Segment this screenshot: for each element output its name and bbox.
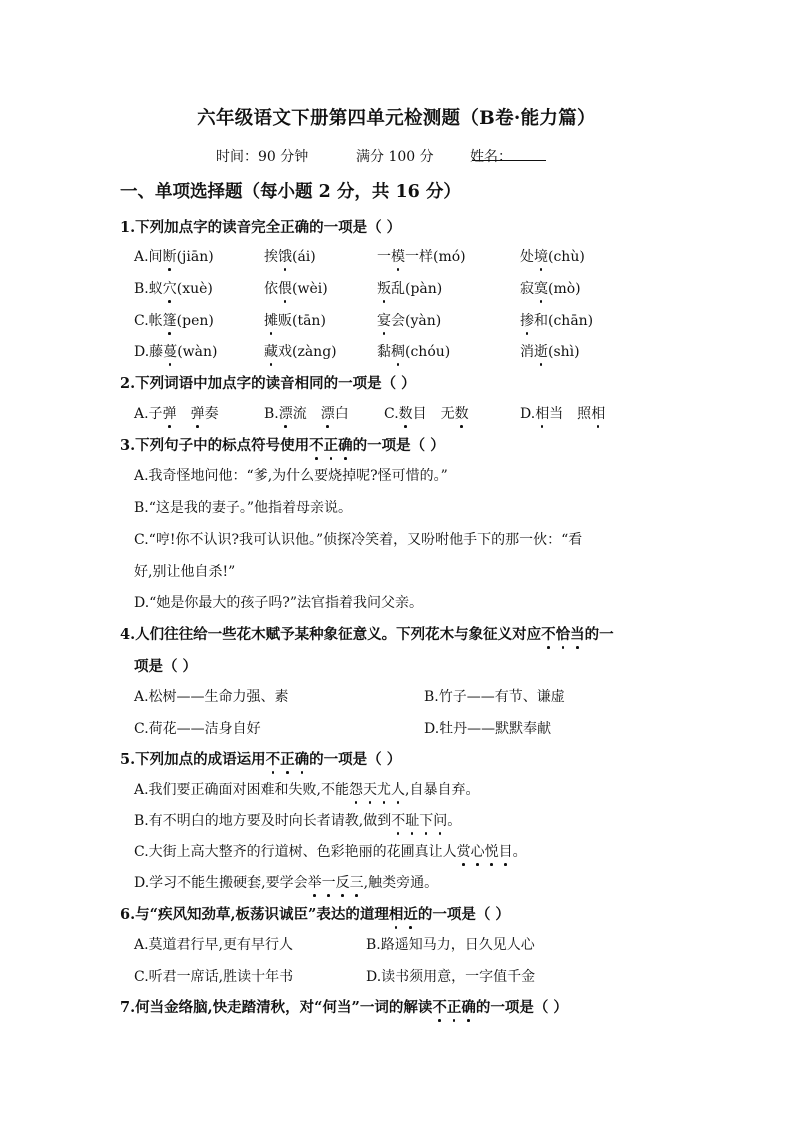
question-7-stem: 7.何当金络脑,快走踏清秋，对“何当”一词的解读不正确的一项是（ ） bbox=[120, 996, 568, 1017]
exam-title: 六年级语文下册第四单元检测题（B卷·能力篇） bbox=[197, 108, 596, 129]
q3-option-c-line1: C.“哼!你不认识?我可认识他。”侦探冷笑着，又吩咐他手下的那一伙：“看 bbox=[134, 532, 583, 548]
question-4-stem-line2: 项是（ ） bbox=[134, 658, 198, 675]
q1-option: D.藤蔓(wàn) bbox=[134, 341, 217, 361]
q4-option-b: B.竹子——有节、谦虚 bbox=[424, 689, 565, 705]
q1-option: 消逝(shì) bbox=[520, 341, 580, 361]
q1-option: C.帐篷(pen) bbox=[134, 310, 214, 330]
question-2-stem: 2.下列词语中加点字的读音相同的一项是（ ） bbox=[120, 375, 416, 392]
q1-option: 藏戏(zàng) bbox=[264, 341, 337, 361]
q6-option-c: C.听君一席话,胜读十年书 bbox=[134, 969, 294, 985]
q3-option-c-line2: 好,别让他自杀!” bbox=[134, 564, 236, 580]
name-label: 姓名： bbox=[470, 149, 512, 165]
q6-option-a: A.莫道君行早,更有早行人 bbox=[134, 937, 294, 953]
name-blank-line[interactable] bbox=[472, 146, 546, 161]
question-5-stem: 5.下列加点的成语运用不正确的一项是（ ） bbox=[120, 748, 401, 769]
q4-option-a: A.松树——生命力强、素 bbox=[134, 689, 289, 705]
question-4-stem-line1: 4.人们往往给一些花木赋予某种象征意义。下列花木与象征义对应不恰当的一 bbox=[120, 623, 614, 644]
question-3-stem: 3.下列句子中的标点符号使用不正确的一项是（ ） bbox=[120, 434, 445, 455]
q1-option: 叛乱(pàn) bbox=[377, 278, 442, 298]
q6-option-d: D.读书须用意，一字值千金 bbox=[366, 969, 536, 985]
q1-option: 处境(chù) bbox=[520, 246, 585, 266]
q5-option-d: D.学习不能生搬硬套,要学会举一反三,触类旁通。 bbox=[134, 872, 438, 892]
q5-option-a: A.我们要正确面对困难和失败,不能怨天尤人,自暴自弃。 bbox=[134, 779, 479, 799]
q1-option: 挨饿(ái) bbox=[264, 246, 316, 266]
q2-option-d: D.相当 照相 bbox=[520, 403, 605, 423]
q4-option-c: C.荷花——洁身自好 bbox=[134, 721, 261, 737]
q1-option: B.蚁穴(xuè) bbox=[134, 278, 213, 298]
q5-option-b: B.有不明白的地方要及时向长者请教,做到不耻下问。 bbox=[134, 810, 461, 830]
question-1-stem: 1.下列加点字的读音完全正确的一项是（ ） bbox=[120, 219, 402, 236]
q1-option: 宴会(yàn) bbox=[377, 310, 441, 330]
full-score: 满分 100 分 bbox=[356, 149, 434, 165]
q4-option-d: D.牡丹——默默奉献 bbox=[424, 721, 552, 737]
q6-option-b: B.路遥知马力，日久见人心 bbox=[366, 937, 535, 953]
time-limit: 时间：90 分钟 bbox=[216, 149, 309, 165]
q1-option: 掺和(chān) bbox=[520, 310, 593, 330]
q2-option-a: A.子弹 弹奏 bbox=[134, 403, 219, 423]
q3-option-a: A.我奇怪地问他：“爹,为什么要烧掉呢?怪可惜的。” bbox=[134, 468, 448, 484]
q2-option-b: B.漂流 漂白 bbox=[264, 403, 349, 423]
question-6-stem: 6.与“疾风知劲草,板荡识诚臣”表达的道理相近的一项是（ ） bbox=[120, 903, 510, 924]
q1-option: 黏稠(chóu) bbox=[377, 341, 450, 361]
q1-option: A.间断(jiān) bbox=[134, 246, 214, 266]
q1-option: 摊贩(tān) bbox=[264, 310, 326, 330]
q1-option: 一模一样(mó) bbox=[377, 246, 466, 266]
q2-option-c: C.数目 无数 bbox=[384, 403, 469, 423]
q3-option-d: D.“她是你最大的孩子吗?”法官指着我问父亲。 bbox=[134, 595, 423, 611]
q3-option-b: B.“这是我的妻子。”他指着母亲说。 bbox=[134, 500, 353, 516]
q1-option: 寂寞(mò) bbox=[520, 278, 581, 298]
q5-option-c: C.大街上高大整齐的行道树、色彩艳丽的花圃真让人赏心悦目。 bbox=[134, 841, 527, 861]
q1-option: 依偎(wèi) bbox=[264, 278, 328, 298]
section-heading-1: 一、单项选择题（每小题 2 分，共 16 分） bbox=[120, 182, 461, 202]
